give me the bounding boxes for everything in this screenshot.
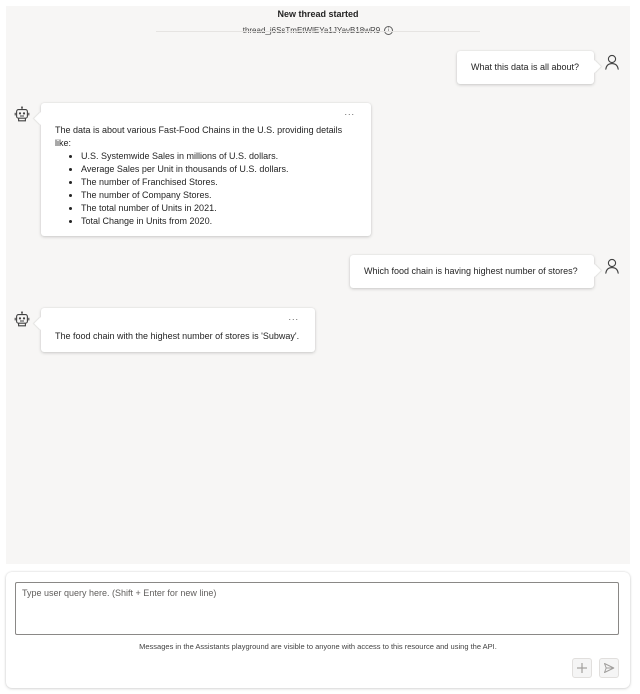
list-item: • Average Sales per Unit in thousands of U.S. dollars. [81, 163, 357, 176]
more-options-icon[interactable]: ... [344, 107, 355, 117]
bot-icon [14, 311, 30, 327]
user-message [457, 51, 594, 84]
user-message [350, 255, 594, 288]
chat-panel [6, 6, 630, 564]
assistant-message [41, 308, 315, 352]
thread-header [6, 8, 630, 38]
send-button[interactable] [599, 658, 619, 678]
header-divider [156, 31, 480, 32]
query-input[interactable] [15, 582, 619, 635]
list-item: • The total number of Units in 2021. [81, 202, 357, 215]
list-item: • The number of Company Stores. [81, 189, 357, 202]
person-icon [604, 258, 620, 274]
assistant-message-text: The food chain with the highest number of stores is 'Subway'. [55, 331, 300, 341]
more-options-icon[interactable]: ... [288, 312, 299, 322]
list-item: • The number of Franchised Stores. [81, 176, 357, 189]
person-icon [604, 54, 620, 70]
list-item: • Total Change in Units from 2020. [81, 215, 357, 228]
assistant-message-body [41, 124, 371, 228]
bot-icon [14, 106, 30, 122]
privacy-disclaimer: Messages in the Assistants playground are visible to anyone with access to this resource and using the API. [139, 642, 497, 651]
add-button[interactable] [572, 658, 592, 678]
thread-title: New thread started [277, 9, 359, 19]
assistant-message-intro: The data is about various Fast-Food Chains in the U.S. providing details like: [55, 125, 343, 148]
user-message-text: What this data is all about? [471, 62, 580, 72]
list-item: • U.S. Systemwide Sales in millions of U.S. dollars. [81, 150, 357, 163]
assistant-bullet-list [55, 150, 357, 228]
plus-icon [576, 662, 588, 674]
user-message-text: Which food chain is having highest number of stores? [364, 266, 578, 276]
send-icon [603, 662, 615, 674]
assistant-message [41, 103, 371, 236]
composer-panel [6, 572, 630, 688]
